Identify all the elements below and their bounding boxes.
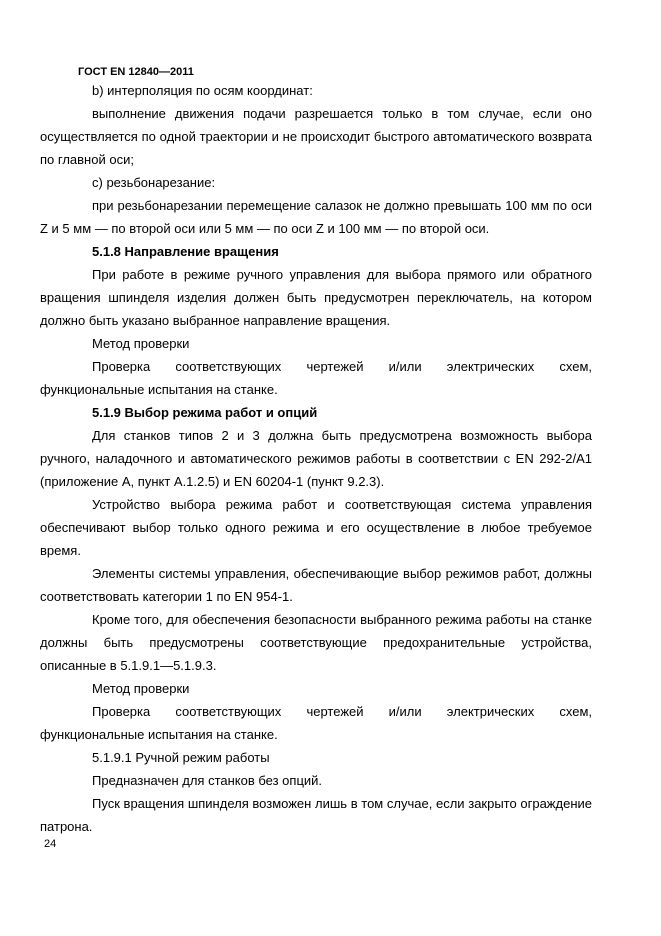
verification-method-label: Метод проверки — [92, 681, 190, 696]
paragraph-control-elements: Элементы системы управления, обеспечивающие выбор режимов работ, должны соответствовать категории 1 по EN 954-1. — [40, 566, 592, 604]
verification-method-text: Проверка соответствующих чертежей и/или электрических схем, функциональные испытания на станке. — [40, 359, 592, 397]
paragraph-manual-mode-purpose: Предназначен для станков без опций. — [92, 773, 323, 788]
list-item-interpolation: b) интерполяция по осям координат: — [92, 83, 313, 98]
document-body — [40, 79, 592, 838]
section-heading-5-1-9: 5.1.9 Выбор режима работ и опций — [92, 405, 318, 420]
standard-header: ГОСТ EN 12840—2011 — [78, 66, 194, 78]
paragraph-threading-text: при резьбонарезании перемещение салазок не должно превышать 100 мм по оси Z и 5 мм — по второй оси или 5 мм — по оси Z и 100 мм — по второй оси. — [40, 198, 592, 236]
paragraph-mode-selection: Для станков типов 2 и 3 должна быть предусмотрена возможность выбора ручного, наладочного и автоматического режимов работы в соответствии с EN 292-2/A1 (приложение А, пункт А.1.2.5) и EN 60204-1 (пункт 9.2.3). — [40, 428, 592, 489]
paragraph-protective-devices: Кроме того, для обеспечения безопасности выбранного режима работы на станке должны быть предусмотрены соответствующие предохранительные устройства, описанные в 5.1.9.1—5.1.9.3. — [40, 612, 592, 673]
paragraph-spindle-start: Пуск вращения шпинделя возможен лишь в том случае, если закрыто ограждение патрона. — [40, 796, 592, 834]
section-heading-5-1-8: 5.1.8 Направление вращения — [92, 244, 279, 259]
list-item-threading: c) резьбонарезание: — [92, 175, 216, 190]
subsection-heading-5-1-9-1: 5.1.9.1 Ручной режим работы — [92, 750, 270, 765]
verification-method-text: Проверка соответствующих чертежей и/или электрических схем, функциональные испытания на станке. — [40, 704, 592, 742]
verification-method-label: Метод проверки — [92, 336, 190, 351]
paragraph-rotation-direction: При работе в режиме ручного управления для выбора прямого или обратного вращения шпинделя изделия должен быть предусмотрен переключатель, на котором должно быть указано выбранное направление вращения. — [40, 267, 592, 328]
paragraph-interpolation-text: выполнение движения подачи разрешается только в том случае, если оно осуществляется по одной траектории и не происходит быстрого автоматического возврата по главной оси; — [40, 106, 592, 167]
paragraph-mode-device: Устройство выбора режима работ и соответствующая система управления обеспечивают выбор только одного режима и его осуществление в любое требуемое время. — [40, 497, 592, 558]
page-number: 24 — [44, 838, 57, 850]
